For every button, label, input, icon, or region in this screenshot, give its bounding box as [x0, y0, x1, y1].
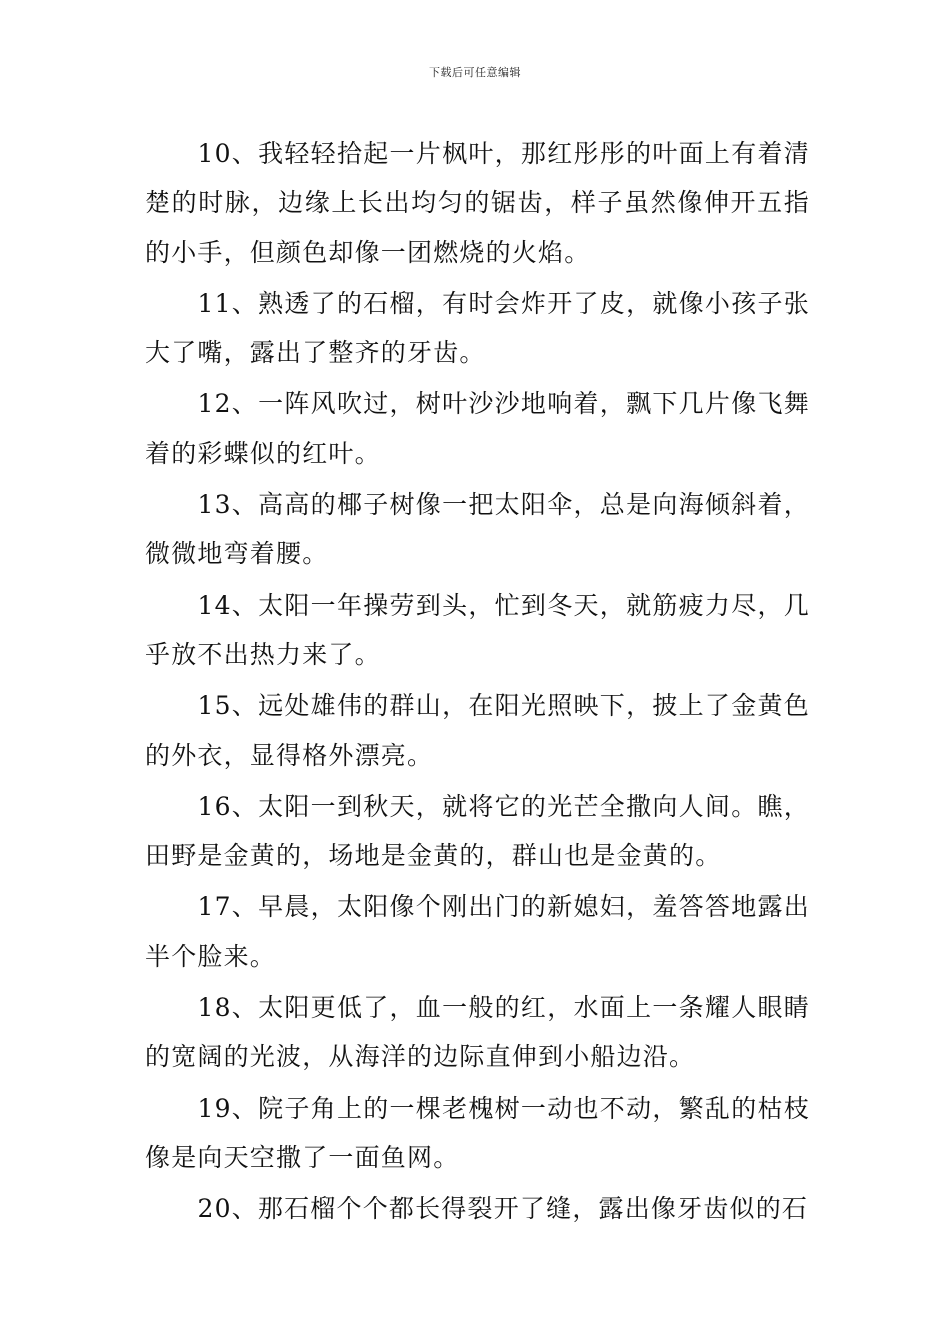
paragraph-19: 19、院子角上的一棵老槐树一动也不动，繁乱的枯枝像是向天空撒了一面鱼网。	[145, 1093, 810, 1172]
paragraph-12: 12、一阵风吹过，树叶沙沙地响着，飘下几片像飞舞着的彩蝶似的红叶。	[145, 389, 810, 468]
paragraph-17: 17、早晨，太阳像个刚出门的新媳妇，羞答答地露出半个脸来。	[145, 892, 810, 971]
paragraph-16: 16、太阳一到秋天，就将它的光芒全撒向人间。瞧，田野是金黄的，场地是金黄的，群山也是金黄的。	[145, 791, 810, 871]
page-header: 下载后可任意编辑	[429, 66, 521, 79]
paragraph-14: 14、太阳一年操劳到头，忙到冬天，就筋疲力尽，几乎放不出热力来了。	[145, 590, 810, 669]
paragraph-15: 15、远处雄伟的群山，在阳光照映下，披上了金黄色的外衣，显得格外漂亮。	[145, 691, 810, 770]
document-body	[145, 129, 810, 1236]
paragraph-20: 20、那石榴个个都长得裂开了缝，露出像牙齿似的石	[197, 1194, 809, 1224]
paragraph-13: 13、高高的椰子树像一把太阳伞，总是向海倾斜着，微微地弯着腰。	[145, 490, 810, 569]
paragraph-11: 11、熟透了的石榴，有时会炸开了皮，就像小孩子张大了嘴，露出了整齐的牙齿。	[145, 288, 810, 368]
paragraph-18: 18、太阳更低了，血一般的红，水面上一条耀人眼睛的宽阔的光波，从海洋的边际直伸到小船边沿。	[145, 993, 810, 1072]
paragraph-10: 10、我轻轻拾起一片枫叶，那红彤彤的叶面上有着清楚的时脉，边缘上长出均匀的锯齿，样子虽然像伸开五指的小手，但颜色却像一团燃烧的火焰。	[145, 139, 810, 267]
